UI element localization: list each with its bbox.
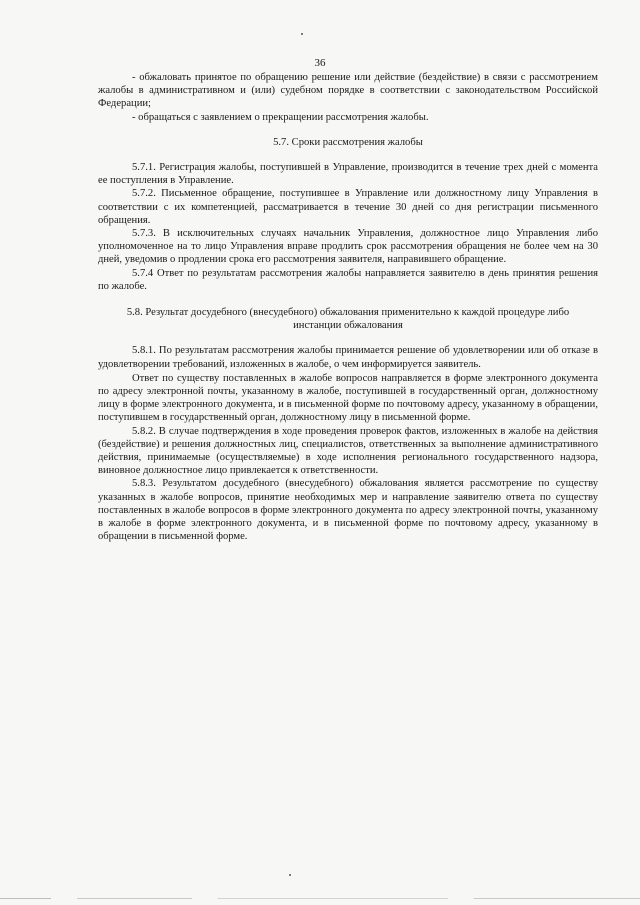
paragraph-withdraw-right: - обращаться с заявлением о прекращении рассмотрения жалобы. <box>132 111 429 123</box>
page-number: 36 <box>314 57 326 69</box>
paragraph-5-7-3: 5.7.3. В исключительных случаях начальник Управления, должностное лицо Управления либо уполномоченное на то лицо Управления вправе продлить срок рассмотрения обращения не более чем на 30 дней, уведомив о продлении срока его рассмотрения заявителя, направившего обращение. <box>98 228 598 266</box>
scan-edge-line <box>0 898 640 899</box>
paragraph-5-8-1: 5.8.1. По результатам рассмотрения жалобы принимается решение об удовлетворении или об отказе в удовлетворении требований, изложенных в жалобе, о чем информируется заявитель. <box>98 345 598 370</box>
paragraph-appeal-right: - обжаловать принятое по обращению решение или действие (бездействие) в связи с рассмотрением жалобы в административном и (или) судебном порядке в соответствии с законодательством Российской Федерации; <box>98 72 598 110</box>
paragraph-5-8-3: 5.8.3. Результатом досудебного (внесудебного) обжалования является рассмотрение по существу указанных в жалобе вопросов, принятие необходимых мер и направление заявителю ответа по существу поставленных в жалобе вопросов в форме электронного документа по адресу электронной почты, указанному в жалобе в форме электронного документа, и в письменной форме по почтовому адресу, указанному в обращении в письменной форме. <box>98 478 598 543</box>
paragraph-answer: Ответ по существу поставленных в жалобе вопросов направляется в форме электронного документа по адресу электронной почты, указанному в жалобе, поступившей в государственный орган, должностному лицу в форме электронного документа, и в письменной форме по почтовому адресу, указанному в обращении, поступившем в государственный орган, должностному лицу в письменной форме. <box>98 372 598 424</box>
section-title-5-7: 5.7. Сроки рассмотрения жалобы <box>273 136 423 148</box>
paragraph-5-8-2: 5.8.2. В случае подтверждения в ходе проведения проверок фактов, изложенных в жалобе на действия (бездействие) и решения должностных лиц, специалистов, ответственных за выполнение административного действия, принимаемые (осуществляемые) в ходе исполнения регионального государственного надзора, виновное должностное лицо привлекается к ответственности. <box>98 425 598 477</box>
document-body <box>98 71 598 544</box>
scan-speck <box>301 33 303 35</box>
section-title-5-8: 5.8. Результат досудебного (внесудебного) обжалования применительно к каждой процедуре либо инстанции обжалования <box>126 307 570 332</box>
paragraph-5-7-2: 5.7.2. Письменное обращение, поступившее в Управление или должностному лицу Управления в соответствии с их компетенцией, рассматривается в течение 30 дней со дня регистрации письменного обращения. <box>98 188 598 226</box>
scan-speck <box>289 874 291 876</box>
paragraph-5-7-4: 5.7.4 Ответ по результатам рассмотрения жалобы направляется заявителю в день принятия решения по жалобе. <box>98 267 598 292</box>
paragraph-5-7-1: 5.7.1. Регистрация жалобы, поступившей в Управление, производится в течение трех дней с момента ее поступления в Управление. <box>98 162 598 187</box>
